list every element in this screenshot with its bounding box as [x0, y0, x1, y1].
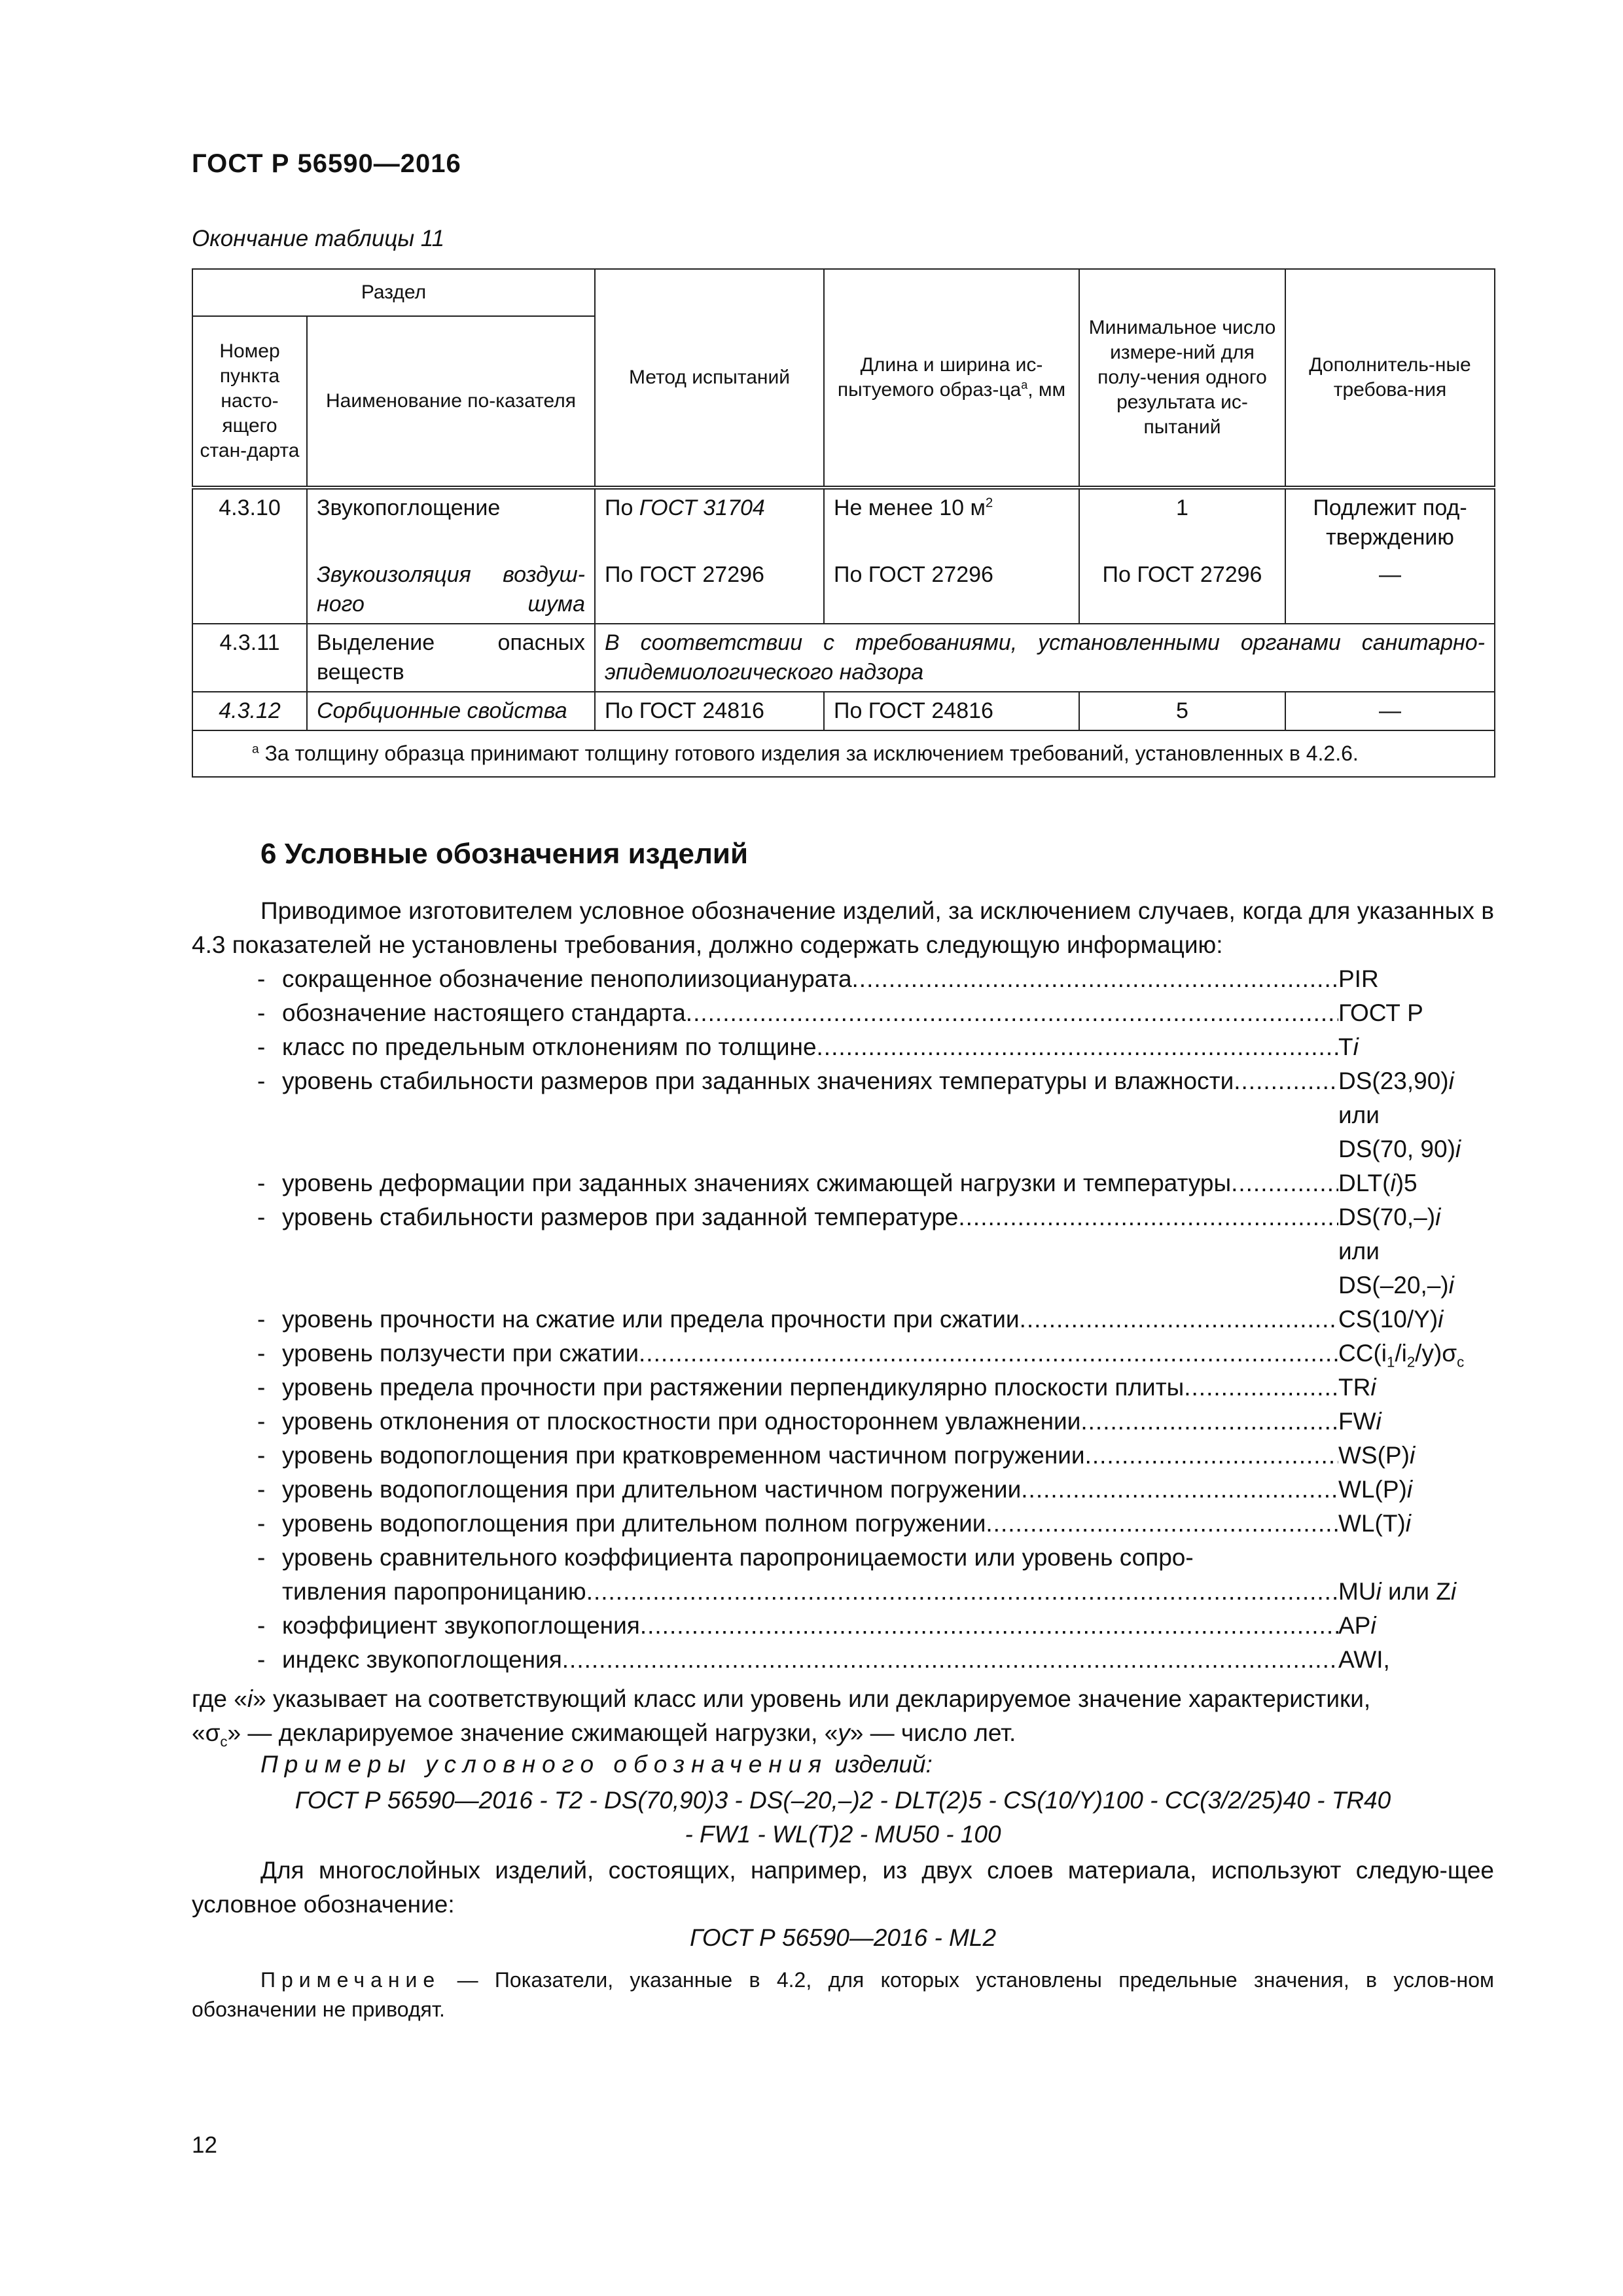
cell-merged-requirement: В соответствии с требованиями, установленными органами санитарно-эпидемиологического надзора: [595, 624, 1495, 692]
list-item: - уровень ползучести при сжатии ..... $CC(i_1/i_2/y)\sigma_c$: [257, 1336, 1494, 1371]
page-number: 12: [192, 2132, 217, 2158]
list-item-value: APi: [1338, 1612, 1376, 1639]
list-item-value: ГОСТ Р: [1338, 999, 1423, 1026]
multilayer-paragraph: Для многослойных изделий, состоящих, например, из двух слоев материала, используют следую-щее условное обозначение:: [192, 1857, 1494, 1918]
list-item-continuation: тивления паропроницанию ..... MUi или Zi: [257, 1575, 1494, 1609]
cell-extra: —: [1285, 692, 1495, 730]
header-extra: Дополнитель-ные требова-ния: [1285, 269, 1495, 488]
cell-min: 5: [1079, 692, 1285, 730]
table-footnote: $^а$ За толщину образца принимают толщину готового изделия за исключением требований, установленных в 4.2.6.: [192, 730, 1495, 777]
list-item: - индекс звукопоглощения ..... AWI,: [257, 1643, 1494, 1677]
cell-num: 4.3.10: [192, 488, 307, 556]
cell-num: 4.3.12: [192, 692, 307, 730]
where-paragraph: где «i» указывает на соответствующий класс или уровень или декларируемое значение характеристики, «$\sigma_c$» — декларируемое значение сжимающей нагрузки, «у» — число лет.: [192, 1685, 1371, 1750]
cell-sample: Не менее 10 $м^2$: [824, 488, 1079, 556]
cell-name: Выделение опасных веществ: [307, 624, 595, 692]
list-item: - класс по предельным отклонениям по толщине ..... Ti: [257, 1030, 1494, 1064]
list-item-value: WL(T)i: [1338, 1510, 1411, 1537]
list-item: - уровень сравнительного коэффициента паропроницаемости или уровень сопро-: [257, 1544, 1194, 1571]
cell-method: По ГОСТ 24816: [595, 692, 824, 730]
cell-min: 1: [1079, 488, 1285, 556]
table-row: [192, 488, 1495, 556]
indicators-table: [192, 268, 1495, 778]
table-footnote-row: [192, 730, 1495, 777]
list-item: - уровень стабильности размеров при заданных значениях температуры и влажности ..... DS(23,90)i: [257, 1064, 1494, 1098]
multilayer-code: ГОСТ Р 56590—2016 - ML2: [689, 1924, 997, 1951]
cell-extra: Подлежит под-тверждению: [1285, 488, 1495, 556]
list-item-value: PIR: [1338, 965, 1379, 992]
list-item: - коэффициент звукопоглощения ..... APi: [257, 1609, 1494, 1643]
list-item-value: MUi или Zi: [1338, 1578, 1457, 1605]
list-item-value: WL(P)i: [1338, 1476, 1413, 1503]
table-row: [192, 692, 1495, 730]
cell-sample: По ГОСТ 24816: [824, 692, 1079, 730]
list-item-value: TRi: [1338, 1374, 1376, 1401]
example-code-line: - FW1 - WL(T)2 - MU50 - 100: [685, 1821, 1001, 1848]
list-item-value: WS(P)i: [1338, 1442, 1416, 1469]
list-item: - сокращенное обозначение пенополиизоцианурата ..... PIR: [257, 962, 1494, 996]
list-item-value: DLT(i)5: [1338, 1170, 1418, 1196]
cell-method: По ГОСТ 27296: [595, 556, 824, 624]
list-item-value: CS(10/Y)i: [1338, 1306, 1444, 1333]
table-caption: Окончание таблицы 11: [192, 226, 445, 251]
examples-title: Примеры условного обозначения изделий:: [260, 1751, 933, 1778]
list-item-alt-value: DS(70, 90)i: [1338, 1136, 1461, 1162]
cell-name: Сорбционные свойства: [307, 692, 595, 730]
page-header: ГОСТ Р 56590—2016: [192, 149, 461, 178]
list-item: - обозначение настоящего стандарта ..... ГОСТ Р: [257, 996, 1494, 1030]
table-row: [192, 624, 1495, 692]
header-method: Метод испытаний: [595, 269, 824, 488]
cell-num: [192, 556, 307, 624]
list-item: - уровень отклонения от плоскостности при одностороннем увлажнении ..... FWi: [257, 1405, 1494, 1439]
cell-name: Звукопоглощение: [307, 488, 595, 556]
list-item: - уровень прочности на сжатие или предела прочности при сжатии ..... CS(10/Y)i: [257, 1302, 1494, 1336]
list-item-value: $CC(i_1/i_2/y)\sigma_c$: [1338, 1340, 1465, 1371]
list-item: - уровень стабильности размеров при заданной температуре ..... DS(70,–)i: [257, 1200, 1494, 1234]
list-item: - уровень деформации при заданных значениях сжимающей нагрузки и температуры ..... DLT(i)5: [257, 1166, 1494, 1200]
header-indicator: Наименование по-казателя: [307, 316, 595, 488]
table-row: [192, 556, 1495, 624]
cell-method: По ГОСТ 31704: [595, 488, 824, 556]
list-item-value: Ti: [1338, 1033, 1359, 1060]
header-sample: Длина и ширина ис-пытуемого образ-$ца^а$, мм: [824, 269, 1079, 488]
section-title: 6 Условные обозначения изделий: [260, 838, 748, 870]
list-item-alt-value: DS(–20,–)i: [1338, 1272, 1454, 1299]
list-item-value: DS(70,–)i: [1338, 1204, 1441, 1230]
list-item: - уровень предела прочности при растяжении перпендикулярно плоскости плиты ..... TRi: [257, 1371, 1494, 1405]
cell-name: Звукоизоляция воздуш-ного шума: [307, 556, 595, 624]
note: Примечание — Показатели, указанные в 4.2, для которых установлены предельные значения, в услов-ном обозначении не приводят.: [192, 1968, 1494, 2021]
list-item: - уровень водопоглощения при длительном частичном погружении ..... WL(P)i: [257, 1473, 1494, 1507]
designation-list: [257, 962, 1494, 1677]
list-item: - уровень водопоглощения при кратковременном частичном погружении ..... WS(P)i: [257, 1439, 1494, 1473]
example-code-line: ГОСТ Р 56590—2016 - T2 - DS(70,90)3 - DS(–20,–)2 - DLT(2)5 - CS(10/Y)100 - CC(3/2/25)40 - TR40: [294, 1787, 1391, 1814]
list-item-alt-or: или: [1338, 1238, 1380, 1265]
list-item-value: FWi: [1338, 1408, 1382, 1435]
table-header-row: [192, 269, 1495, 316]
list-item-value: DS(23,90)i: [1338, 1067, 1454, 1094]
cell-min: По ГОСТ 27296: [1079, 556, 1285, 624]
cell-sample: По ГОСТ 27296: [824, 556, 1079, 624]
header-section: Раздел: [192, 269, 595, 316]
header-min-measurements: Минимальное число измере-ний для полу-чения одного результата ис-пытаний: [1079, 269, 1285, 488]
list-item-alt-or: или: [1338, 1102, 1380, 1128]
intro-paragraph: Приводимое изготовителем условное обозначение изделий, за исключением случаев, когда для указанных в 4.3 показателей не установлены требования, должно содержать следующую информацию:: [192, 897, 1494, 958]
cell-extra: —: [1285, 556, 1495, 624]
header-item-number: Номер пункта насто-ящего стан-дарта: [192, 316, 307, 488]
list-item: - уровень водопоглощения при длительном полном погружении ..... WL(T)i: [257, 1507, 1494, 1541]
list-item-value: AWI,: [1338, 1646, 1390, 1673]
cell-num: 4.3.11: [192, 624, 307, 692]
